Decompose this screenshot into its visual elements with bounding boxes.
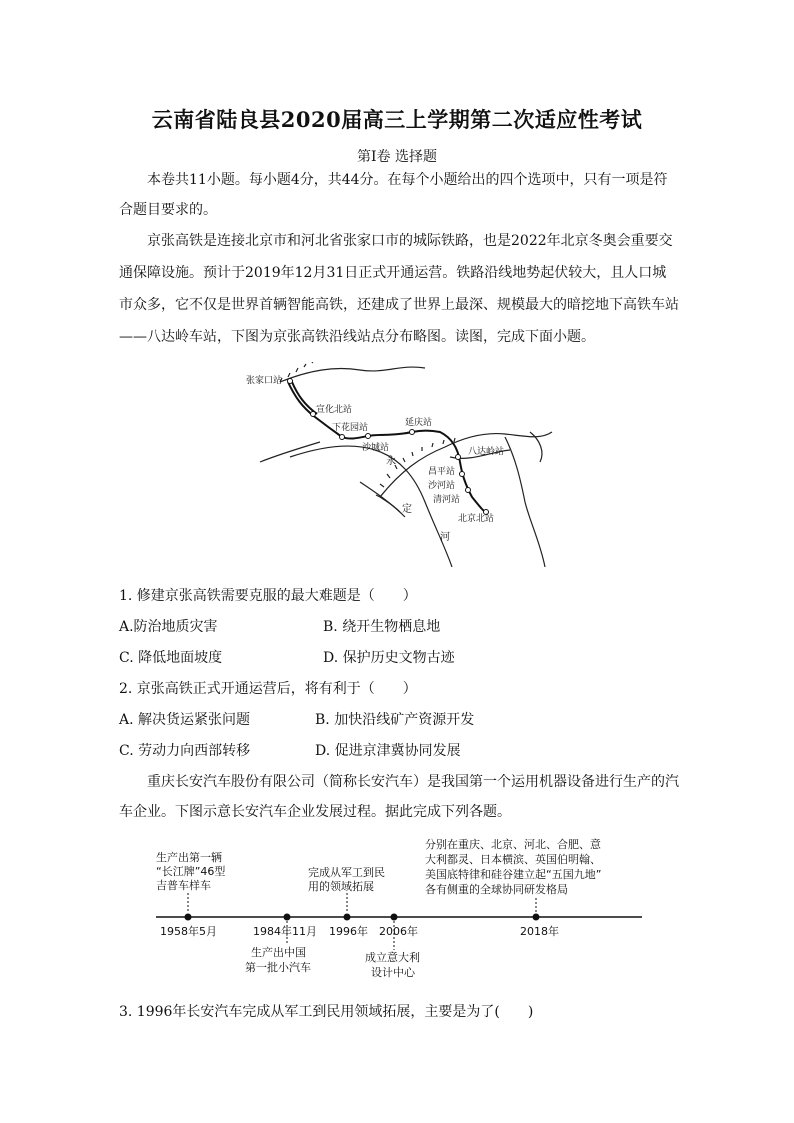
intro-paragraph: 本卷共11小题。每小题4分，共44分。在每个小题给出的四个选项中，只有一项是符合题目要求的。 [119,172,668,218]
river-label: 河 [440,532,450,543]
question-2-option-a[interactable]: A. 解决货运紧张问题 [119,712,251,728]
question-1-option-d[interactable]: D. 保护历史文物古迹 [323,650,455,666]
event-year: 1996年 [329,925,368,938]
event-text: 完成从军工到民 [308,866,385,879]
event-text: “长江牌”46型 [156,865,226,878]
station-label: 清河站 [433,495,461,505]
event-year: 2006年 [379,925,418,938]
question-1-option-b[interactable]: B. 绕开生物栖息地 [323,619,441,635]
timeline-dot [185,914,192,921]
station-label: 沙河站 [428,481,456,491]
event-text: 用的领域拓展 [308,880,374,893]
station-label: 北京北站 [458,514,495,524]
event-year: 1958年5月 [160,925,217,938]
question-1-option-c[interactable]: C. 降低地面坡度 [119,650,223,666]
question-1-stem: 1. 修建京张高铁需要克服的最大难题是（ ） [119,588,417,604]
question-2-stem: 2. 京张高铁正式开通运营后，将有利于（ ） [119,681,417,697]
river-label: 定 [402,504,412,515]
event-text: 生产出中国 [251,946,306,959]
station-dot [456,455,461,460]
section-title: 第Ⅰ卷 选择题 [357,149,437,165]
station-label: 沙城站 [362,443,390,453]
timeline-dot [391,914,398,921]
timeline-dot [533,914,540,921]
question-2-option-b[interactable]: B. 加快沿线矿产资源开发 [315,712,475,728]
station-label: 宣化北站 [316,405,353,415]
event-year: 1984年11月 [253,925,317,938]
event-text: 成立意大利 [365,951,420,964]
passage-1: 京张高铁是连接北京市和河北省张家口市的城际铁路，也是2022年北京冬奥会重要交通保障设施。预计于2019年12月31日正式开通运营。铁路沿线地势起伏较大，且人口城市众多，它不仅是世界首辆智能高铁，还建成了世界上最深、规模最大的暗挖地下高铁车站——八达岭车站，下图为京张高铁沿线站点分布略图。读图，完成下面小题。 [119,233,679,345]
question-2-option-c[interactable]: C. 劳动力向西部转移 [119,743,251,759]
station-dot [340,435,345,440]
station-dot [410,430,415,435]
station-dot [460,472,465,477]
event-year: 2018年 [520,925,559,938]
event-text: 吉普车样车 [156,879,211,892]
station-dot [366,434,371,439]
timeline-dot [344,914,351,921]
station-dot [288,379,293,384]
question-3-stem: 3. 1996年长安汽车完成从军工到民用领域拓展，主要是为了( ) [119,1004,534,1020]
event-text: 各有侧重的全球协同研发格局 [425,883,568,896]
river-main [290,446,452,567]
question-1-option-a[interactable]: A.防治地质灾害 [119,619,218,635]
station-label: 张家口站 [246,376,283,386]
event-text: 生产出第一辆 [156,851,222,864]
station-label: 下花园站 [332,423,369,433]
station-label: 八达岭站 [468,447,505,457]
timeline-dot [284,914,291,921]
question-2-option-d[interactable]: D. 促进京津冀协同发展 [315,743,461,759]
great-wall-line [280,367,425,382]
event-text: 设计中心 [371,966,415,979]
river-label: 永 [386,456,396,467]
station-label: 延庆站 [405,418,433,428]
station-dot [466,488,471,493]
event-text: 分别在重庆、北京、河北、合肥、意 [425,838,601,851]
station-label: 昌平站 [428,467,456,477]
great-wall-arc [380,432,552,497]
event-text: 第一批小汽车 [245,961,311,974]
event-text: 大利都灵、日本横滨、英国伯明翰、 [425,853,601,866]
station-dot [311,412,316,417]
railway-map [240,362,560,567]
passage-2: 重庆长安汽车股份有限公司（简称长安汽车）是我国第一个运用机器设备进行生产的汽车企业。下图示意长安汽车企业发展过程。据此完成下列各题。 [119,774,679,820]
event-text: 美国底特律和硅谷建立起“五国九地” [425,868,602,881]
page-title: 云南省陆良县2020届高三上学期第二次适应性考试 [151,107,643,132]
timeline-figure [150,835,650,985]
